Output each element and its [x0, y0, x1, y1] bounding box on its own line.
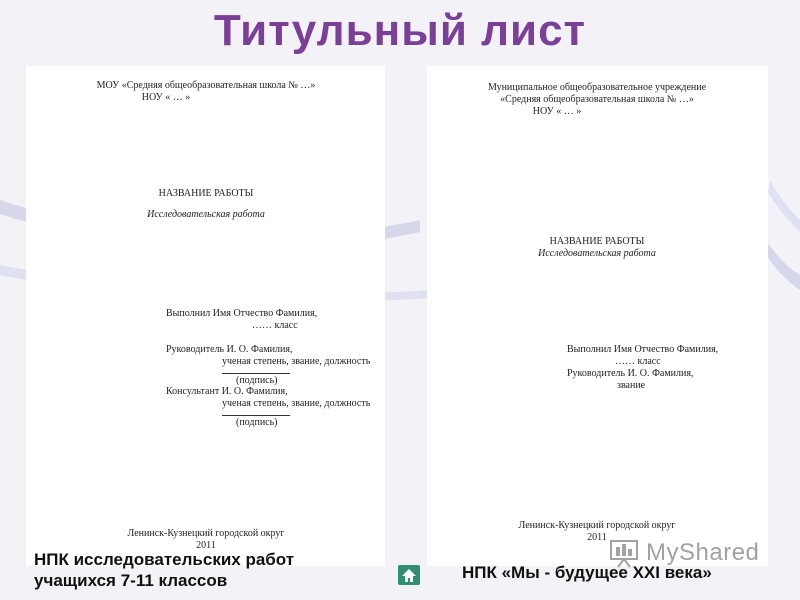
header-line-1: МОУ «Средняя общеобразовательная школа № …» — [96, 80, 316, 91]
class-line: …… класс — [615, 356, 661, 367]
work-title: НАЗВАНИЕ РАБОТЫ — [158, 188, 254, 199]
work-title: НАЗВАНИЕ РАБОТЫ — [549, 236, 645, 247]
caption-right: НПК «Мы - будущее XXI века» — [462, 563, 712, 582]
work-type: Исследовательская работа — [538, 248, 656, 259]
header-line-2: НОУ « … » — [141, 92, 191, 103]
class-line: …… класс — [252, 320, 298, 331]
signature-line-1 — [222, 373, 290, 374]
city-line: Ленинск-Кузнецкий городской округ — [127, 528, 285, 539]
supervisor-degree: ученая степень, звание, должность — [222, 356, 371, 367]
consultant-degree: ученая степень, звание, должность — [222, 398, 371, 409]
signature-label-1: (подпись) — [236, 375, 278, 386]
work-type: Исследовательская работа — [147, 209, 265, 220]
supervisor-line: Руководитель И. О. Фамилия, — [166, 344, 293, 355]
right-title-page — [427, 66, 768, 566]
left-title-page — [26, 66, 385, 566]
signature-label-2: (подпись) — [236, 417, 278, 428]
author-line: Выполнил Имя Отчество Фамилия, — [166, 308, 318, 319]
year-line: 2011 — [196, 540, 216, 551]
signature-line-2 — [222, 415, 290, 416]
consultant-line: Консультант И. О. Фамилия, — [166, 386, 288, 397]
watermark-text: MyShared — [646, 539, 760, 566]
slide-title: Титульный лист — [213, 6, 587, 55]
header-line-1: Муниципальное общеобразовательное учреждение — [487, 82, 707, 93]
supervisor-line: Руководитель И. О. Фамилия, — [567, 368, 694, 379]
supervisor-title: звание — [617, 380, 646, 391]
year-line: 2011 — [587, 532, 607, 543]
header-line-2: «Средняя общеобразовательная школа № …» — [500, 94, 694, 105]
header-line-3: НОУ « … » — [532, 106, 582, 117]
caption-left: НПК исследовательских работ учащихся 7-11 классов — [34, 550, 295, 590]
city-line: Ленинск-Кузнецкий городской округ — [518, 520, 676, 531]
home-icon[interactable] — [398, 565, 420, 585]
author-line: Выполнил Имя Отчество Фамилия, — [567, 344, 719, 355]
